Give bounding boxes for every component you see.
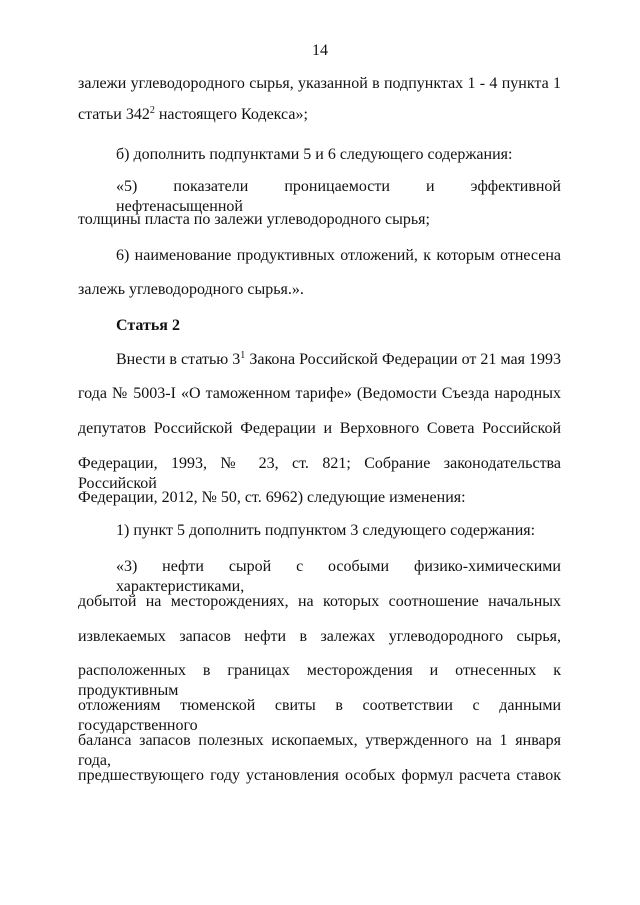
text-fragment: Закона Российской Федерации от 21 мая 1993 [245,351,561,368]
text-line: толщины пласта по залежи углеводородного сырья; [78,211,430,228]
article-heading: Статья 2 [116,317,180,334]
text-fragment: настоящего Кодекса»; [154,106,308,123]
text-line [78,105,308,125]
text-line: «5) показатели проницаемости и эффективной нефтенасыщенной [116,178,561,215]
text-line: предшествующего году установления особых формул расчета ставок [78,767,561,784]
text-line: отложениям тюменской свиты в соответствии с данными государственного [78,697,561,734]
text-line: 6) наименование продуктивных отложений, к которым отнесена [116,247,561,264]
superscript: 2 [149,105,155,116]
text-line: извлекаемых запасов нефти в залежах углеводородного сырья, [78,628,561,645]
text-line: депутатов Российской Федерации и Верховного Совета Российской [78,420,561,437]
text-line: залежь углеводородного сырья.». [78,281,304,298]
text-line: Федерации, 1993, № 23, ст. 821; Собрание законодательства Российской [78,455,561,492]
text-fragment: Внести в статью 3 [116,351,241,368]
text-line: «3) нефти сырой с особыми физико-химическими характеристиками, [116,558,561,595]
text-fragment: статьи 342 [78,106,150,123]
text-line: баланса запасов полезных ископаемых, утвержденного на 1 января года, [78,732,561,769]
text-line: Федерации, 2012, № 50, ст. 6962) следующие изменения: [78,489,466,506]
page-number: 14 [312,42,328,59]
text-line: 1) пункт 5 дополнить подпунктом 3 следующего содержания: [116,522,536,539]
text-line: б) дополнить подпунктами 5 и 6 следующего содержания: [116,146,513,163]
text-line: года № 5003-I «О таможенном тарифе» (Ведомости Съезда народных [78,385,561,402]
text-line: залежи углеводородного сырья, указанной в подпунктах 1 - 4 пункта 1 [78,75,561,92]
text-line: добытой на месторождениях, на которых соотношение начальных [78,593,561,610]
text-line [116,350,561,370]
superscript: 1 [240,350,246,361]
text-line: расположенных в границах месторождения и отнесенных к продуктивным [78,662,561,699]
